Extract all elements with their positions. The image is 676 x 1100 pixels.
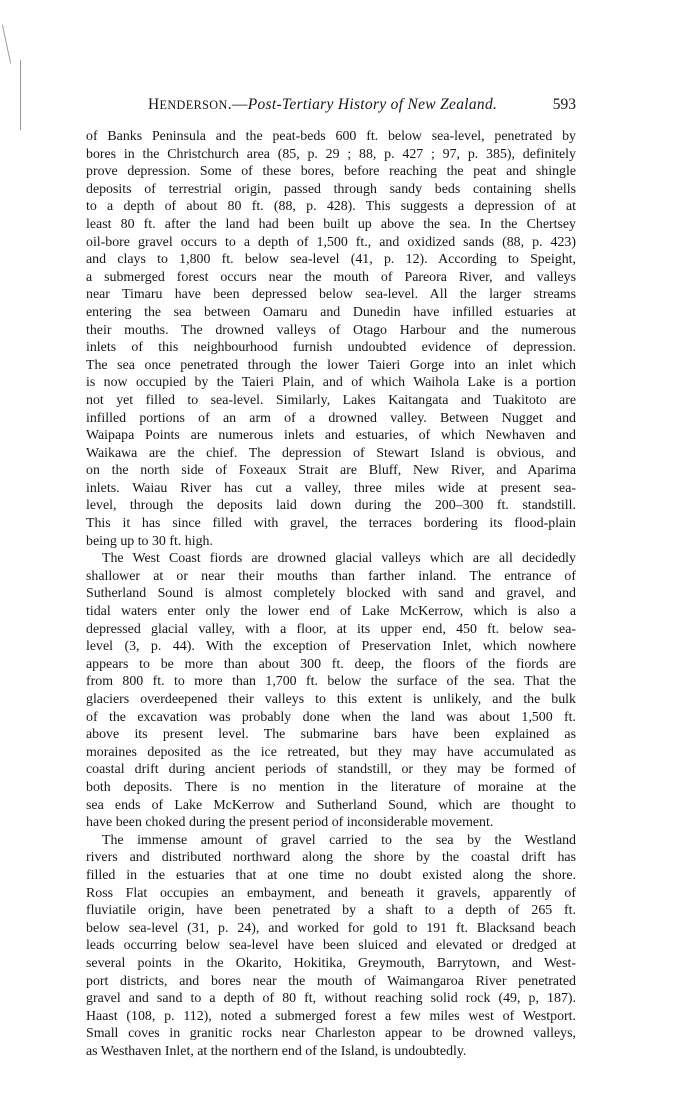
text-line: appears to be more than about 300 ft. deep, the floors of the fiords are [86,656,576,672]
text-line: shallower at or near their mouths than farther inland. The entrance of [86,568,576,584]
text-line: infilled portions of an arm of a drowned valley. Between Nugget and [86,410,576,426]
text-line: not yet filled to sea-level. Similarly, Lakes Kaitangata and Tuakitoto are [86,392,576,408]
scan-edge-mark [20,60,21,130]
text-line: The West Coast fiords are drowned glacial valleys which are all decidedly [102,551,576,567]
author-initial: H [148,96,160,113]
text-line: being up to 30 ft. high. [86,533,213,549]
text-line: both deposits. There is no mention in the literature of moraine at the [86,779,576,795]
running-header-title: Post-Tertiary History of New Zealand. [247,96,498,113]
text-line: several points in the Okarito, Hokitika, Greymouth, Barrytown, and West- [86,955,576,971]
text-line: rivers and distributed northward along the shore by the coastal drift has [86,850,576,866]
running-header [86,96,576,118]
text-line: depressed glacial valley, with a floor, at its upper end, 450 ft. below sea- [86,621,576,637]
text-line: a submerged forest occurs near the mouth of Pareora River, and valleys [86,269,576,285]
text-line: This it has since filled with gravel, the terraces bordering its flood-plain [86,516,576,532]
text-line: Ross Flat occupies an embayment, and beneath it gravels, apparently of [86,885,576,901]
text-line: to a depth of about 80 ft. (88, p. 428). This suggests a depression of at [86,199,576,215]
text-line: on the north side of Foxeaux Strait are Bluff, New River, and Aparima [86,463,576,479]
text-line: Sutherland Sound is almost completely blocked with sand and gravel, and [86,586,576,602]
text-line: deposits of terrestrial origin, passed through sandy beds containing shells [86,181,576,197]
header-separator: .— [227,96,248,113]
text-line: port districts, and bores near the mouth of Waimangaroa River penetrated [86,973,576,989]
text-line: inlets. Waiau River has cut a valley, three miles wide at present sea- [86,480,576,496]
text-line: near Timaru have been depressed below sea-level. All the larger streams [86,287,576,303]
text-line: sea ends of Lake McKerrow and Sutherland Sound, which are thought to [86,797,576,813]
text-line: oil-bore gravel occurs to a depth of 1,500 ft., and oxidized sands (88, p. 423) [86,234,576,250]
text-line: level (3, p. 44). With the exception of Preservation Inlet, which nowhere [86,639,576,655]
text-line: prove depression. Some of these bores, before reaching the peat and shingle [86,164,576,180]
text-line: as Westhaven Inlet, at the northern end of the Island, is undoubtedly. [86,1043,467,1059]
text-line: Haast (108, p. 112), noted a submerged forest a few miles west of Westport. [86,1008,576,1024]
text-line: their mouths. The drowned valleys of Otago Harbour and the numerous [86,322,576,338]
body-text [86,128,576,1060]
text-line: filled in the estuaries that at one time no doubt existed along the shore. [86,867,576,883]
text-line: moraines deposited as the ice retreated, but they may have accumulated as [86,744,576,760]
text-line: level, through the deposits laid down during the 200–300 ft. standstill. [86,498,576,514]
text-line: entering the sea between Oamaru and Dunedin have infilled estuaries at [86,304,576,320]
text-line: fluviatile origin, have been penetrated by a shaft to a depth of 265 ft. [86,903,576,919]
text-line: coastal drift during ancient periods of standstill, or they may be formed of [86,762,576,778]
text-line: least 80 ft. after the land had been built up above the sea. In the Chertsey [86,216,576,232]
text-line: above its present level. The submarine bars have been explained as [86,727,576,743]
text-line: Waipapa Points are numerous inlets and estuaries, of which Newhaven and [86,428,576,444]
text-line: leads occurring below sea-level have been sluiced and elevated or dredged at [86,938,576,954]
text-line: inlets of this neighbourhood furnish undoubted evidence of depression. [86,340,576,356]
scan-edge-mark [2,24,11,63]
running-header-author [148,96,497,114]
text-line: gravel and sand to a depth of 80 ft, without reaching solid rock (49, p, 187). [86,991,576,1007]
text-line: is now occupied by the Taieri Plain, and of which Waihola Lake is a portion [86,375,576,391]
text-line: have been choked during the present period of inconsiderable movement. [86,815,494,831]
author-small-caps: ENDERSON [159,98,228,112]
text-line: of the excavation was probably done when the land was about 1,500 ft. [86,709,576,725]
text-line: bores in the Christchurch area (85, p. 29 ; 88, p. 427 ; 97, p. 385), definitely [86,146,576,162]
text-line: below sea-level (31, p. 24), and worked for gold to 191 ft. Blacksand beach [86,920,576,936]
text-line: tidal waters enter only the lower end of Lake McKerrow, which is also a [86,604,576,620]
text-line: Small coves in granitic rocks near Charleston appear to be drowned valleys, [86,1026,576,1042]
text-line: and clays to 1,800 ft. below sea-level (41, p. 12). According to Speight, [86,252,576,268]
text-line: The immense amount of gravel carried to the sea by the Westland [102,832,576,848]
text-line: of Banks Peninsula and the peat-beds 600 ft. below sea-level, penetrated by [86,129,576,144]
text-line: Waikawa are the chief. The depression of Stewart Island is obvious, and [86,445,576,461]
text-line: glaciers overdeepened their valleys to this extent is unlikely, and the bulk [86,692,576,707]
text-line: from 800 ft. to more than 1,700 ft. below the surface of the sea. That the [86,674,576,690]
page-number: 593 [552,96,576,113]
text-line: The sea once penetrated through the lower Taieri Gorge into an inlet which [86,357,576,373]
